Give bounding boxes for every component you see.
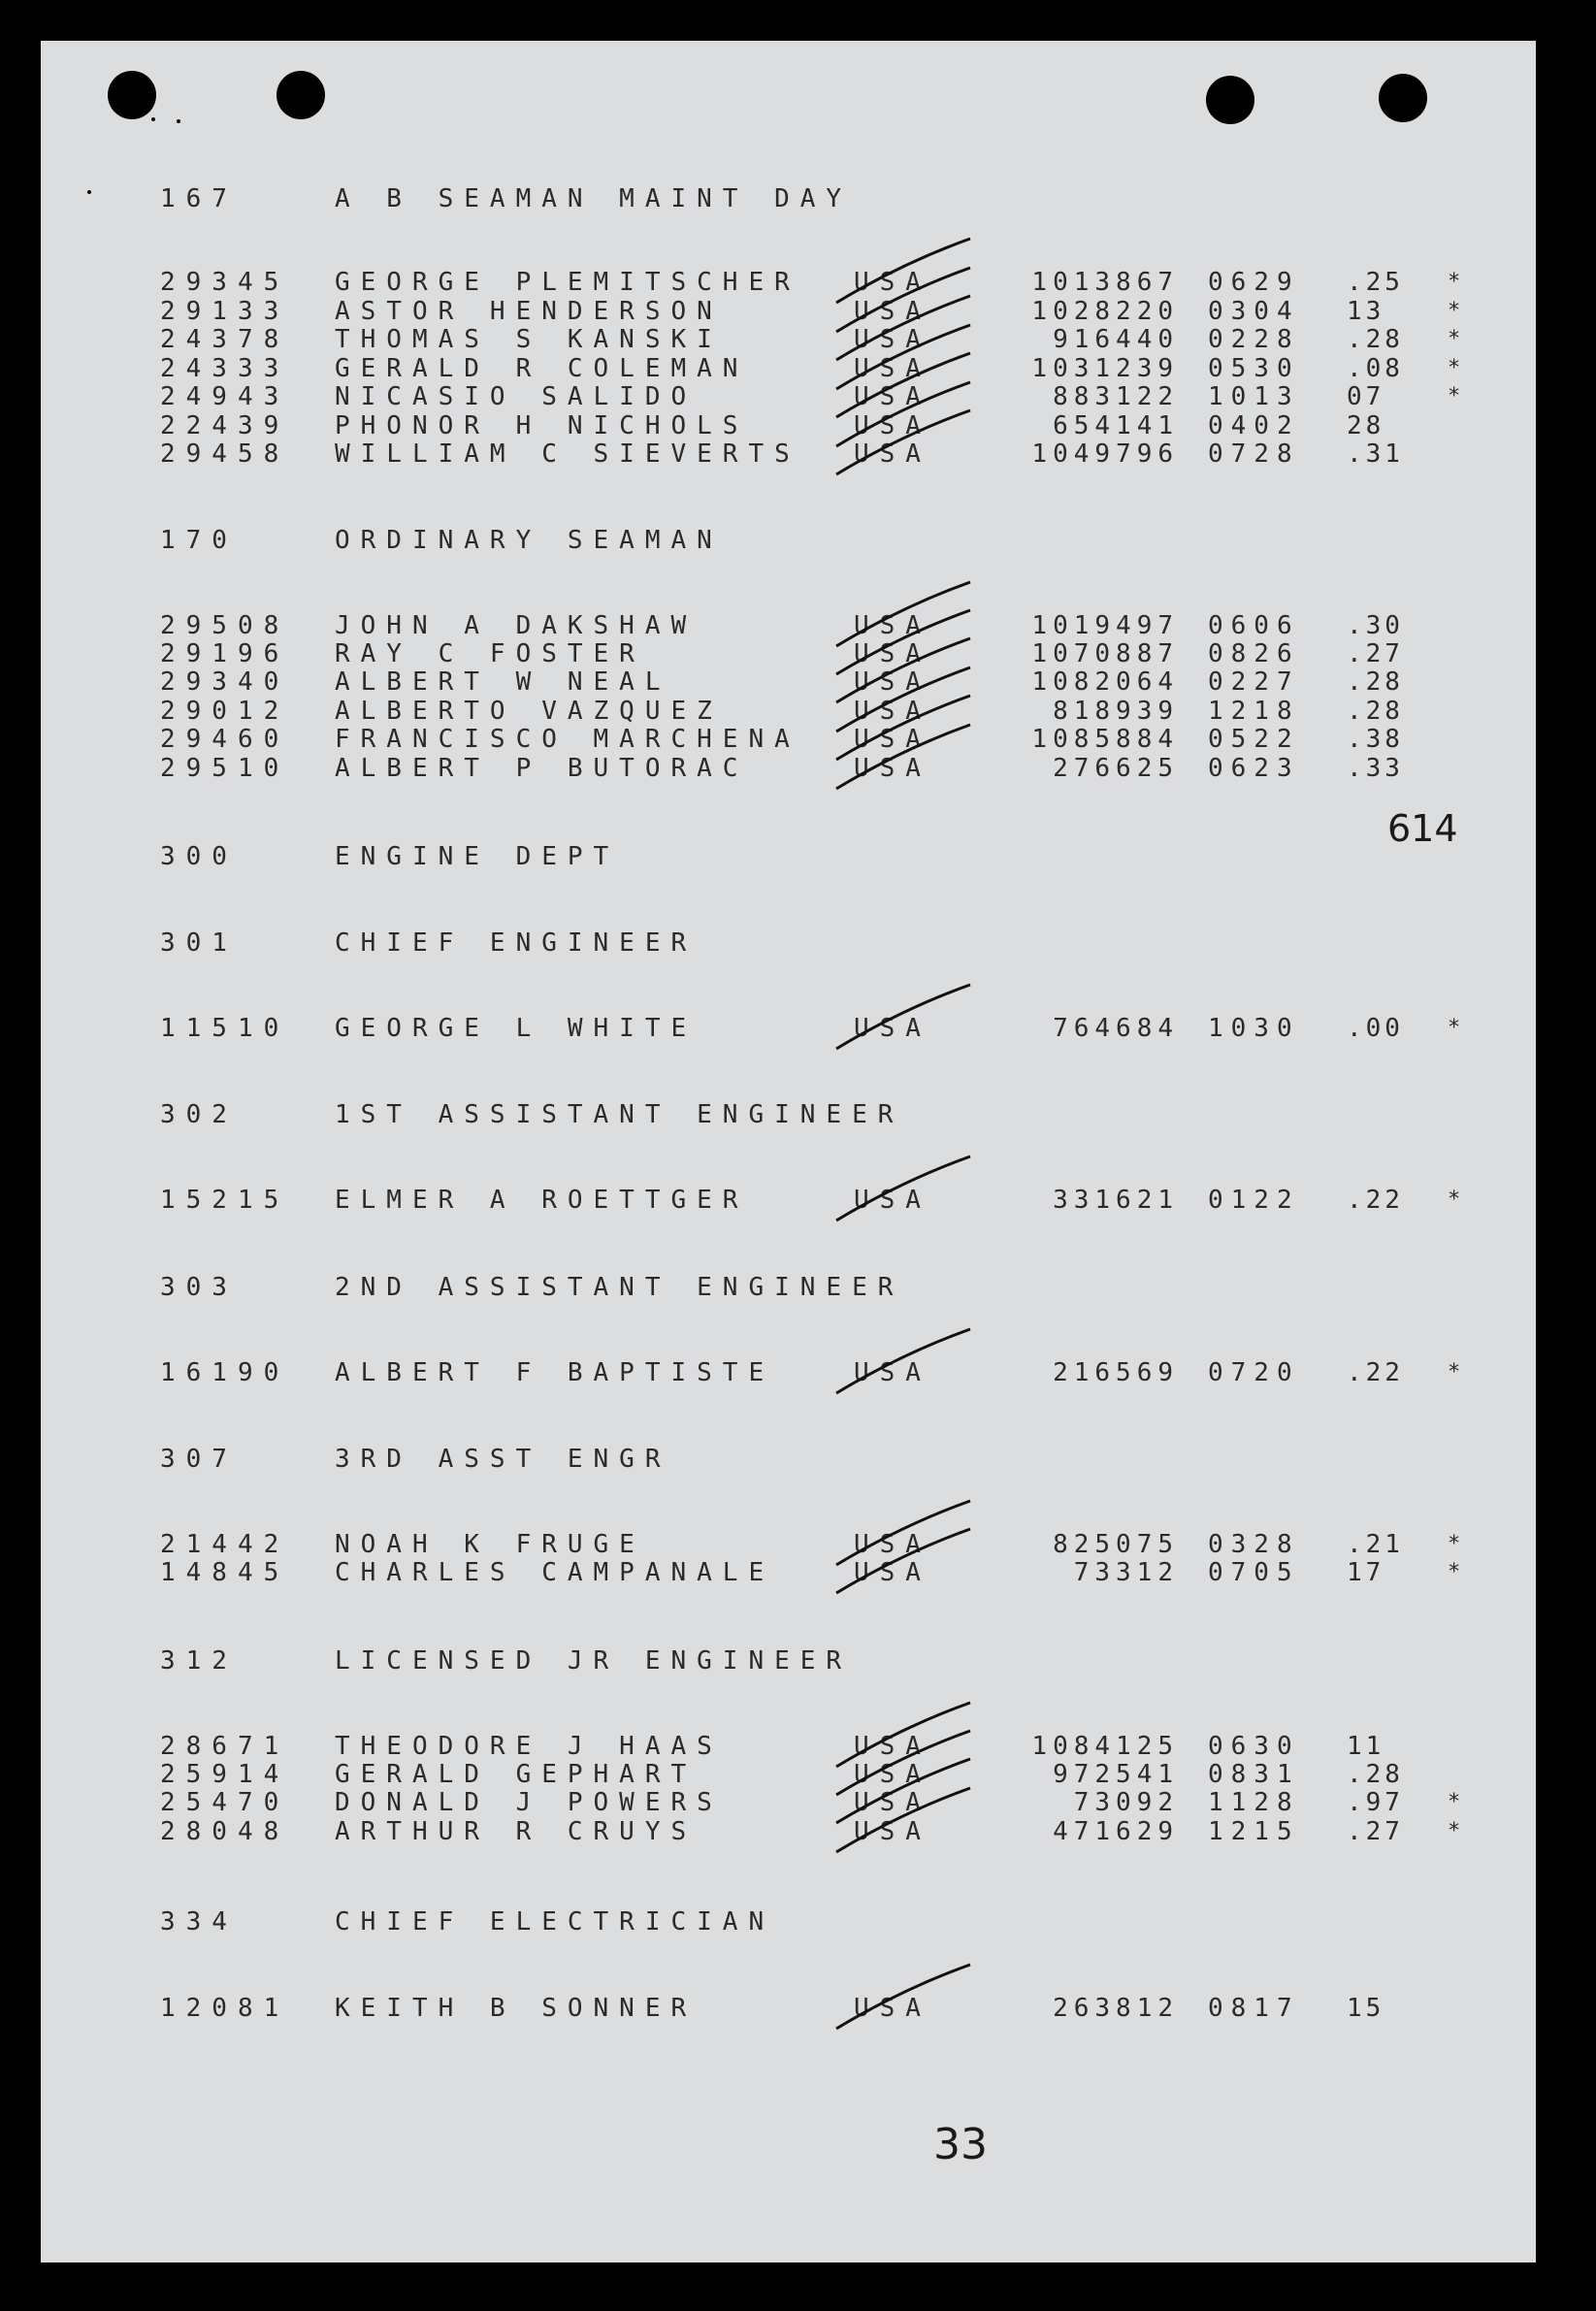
asterisk-mark: * bbox=[1448, 384, 1461, 408]
crew-row bbox=[0, 639, 1596, 668]
document-number: 1013867 bbox=[1031, 268, 1179, 297]
rate: .25 bbox=[1347, 268, 1404, 297]
crew-name: GERALD GEPHART bbox=[335, 1760, 698, 1789]
rate: .28 bbox=[1347, 667, 1404, 697]
document-number: 818939 bbox=[1053, 697, 1179, 726]
date-code: 0817 bbox=[1208, 1994, 1300, 2023]
crew-row bbox=[0, 1760, 1596, 1789]
date-code: 0720 bbox=[1208, 1358, 1300, 1387]
date-code: 1128 bbox=[1208, 1788, 1300, 1817]
rate: .27 bbox=[1347, 639, 1404, 668]
crew-name: WILLIAM C SIEVERTS bbox=[335, 439, 800, 469]
crew-name: THOMAS S KANSKI bbox=[335, 325, 723, 354]
section-header bbox=[0, 1100, 1596, 1129]
crew-row bbox=[0, 268, 1596, 297]
date-code: 0826 bbox=[1208, 639, 1300, 668]
crew-row bbox=[0, 1788, 1596, 1817]
date-code: 0530 bbox=[1208, 354, 1300, 383]
rate: .38 bbox=[1347, 725, 1404, 754]
crew-id: 28671 bbox=[160, 1732, 290, 1761]
crew-name: ELMER A ROETTGER bbox=[335, 1186, 749, 1215]
crew-name: NICASIO SALIDO bbox=[335, 382, 698, 411]
citizenship: USA bbox=[854, 1760, 931, 1789]
section-title: ORDINARY SEAMAN bbox=[335, 526, 723, 555]
crew-name: ALBERTO VAZQUEZ bbox=[335, 697, 723, 726]
asterisk-mark: * bbox=[1448, 1188, 1461, 1212]
rate: .31 bbox=[1347, 439, 1404, 469]
section-code: 301 bbox=[160, 928, 238, 958]
crew-row bbox=[0, 754, 1596, 783]
document-number: 972541 bbox=[1053, 1760, 1179, 1789]
crew-row bbox=[0, 1358, 1596, 1387]
date-code: 0630 bbox=[1208, 1732, 1300, 1761]
citizenship: USA bbox=[854, 1817, 931, 1846]
date-code: 0228 bbox=[1208, 325, 1300, 354]
document-number: 73312 bbox=[1073, 1558, 1179, 1587]
section-header bbox=[0, 1273, 1596, 1302]
asterisk-mark: * bbox=[1448, 356, 1461, 380]
crew-name: PHONOR H NICHOLS bbox=[335, 411, 749, 440]
crew-row bbox=[0, 411, 1596, 440]
crew-name: GERALD R COLEMAN bbox=[335, 354, 749, 383]
document-number: 825075 bbox=[1053, 1530, 1179, 1559]
citizenship: USA bbox=[854, 611, 931, 640]
date-code: 0705 bbox=[1208, 1558, 1300, 1587]
section-header bbox=[0, 928, 1596, 958]
citizenship: USA bbox=[854, 325, 931, 354]
rate: 13 bbox=[1347, 297, 1385, 326]
crew-id: 24333 bbox=[160, 354, 290, 383]
asterisk-mark: * bbox=[1448, 1790, 1461, 1814]
document-number: 1084125 bbox=[1031, 1732, 1179, 1761]
rate: .28 bbox=[1347, 1760, 1404, 1789]
crew-id: 29510 bbox=[160, 754, 290, 783]
date-code: 1218 bbox=[1208, 697, 1300, 726]
rate: 17 bbox=[1347, 1558, 1385, 1587]
crew-id: 28048 bbox=[160, 1817, 290, 1846]
document-number: 216569 bbox=[1053, 1358, 1179, 1387]
crew-row bbox=[0, 1186, 1596, 1215]
punch-hole bbox=[1206, 76, 1254, 124]
citizenship: USA bbox=[854, 754, 931, 783]
crew-row bbox=[0, 1732, 1596, 1761]
crew-name: CHARLES CAMPANALE bbox=[335, 1558, 775, 1587]
section-title: CHIEF ENGINEER bbox=[335, 928, 698, 958]
crew-id: 22439 bbox=[160, 411, 290, 440]
crew-id: 14845 bbox=[160, 1558, 290, 1587]
date-code: 0629 bbox=[1208, 268, 1300, 297]
punch-hole bbox=[1379, 74, 1427, 122]
date-code: 0728 bbox=[1208, 439, 1300, 469]
crew-id: 29133 bbox=[160, 297, 290, 326]
rate: 28 bbox=[1347, 411, 1385, 440]
citizenship: USA bbox=[854, 1358, 931, 1387]
citizenship: USA bbox=[854, 1186, 931, 1215]
crew-row bbox=[0, 297, 1596, 326]
section-header bbox=[0, 526, 1596, 555]
crew-name: ARTHUR R CRUYS bbox=[335, 1817, 698, 1846]
section-code: 302 bbox=[160, 1100, 238, 1129]
crew-id: 21442 bbox=[160, 1530, 290, 1559]
document-number: 1049796 bbox=[1031, 439, 1179, 469]
citizenship: USA bbox=[854, 1732, 931, 1761]
section-header bbox=[0, 184, 1596, 213]
crew-name: ALBERT P BUTORAC bbox=[335, 754, 749, 783]
crew-row bbox=[0, 1994, 1596, 2023]
citizenship: USA bbox=[854, 725, 931, 754]
crew-id: 16190 bbox=[160, 1358, 290, 1387]
crew-name: ALBERT W NEAL bbox=[335, 667, 671, 697]
date-code: 1215 bbox=[1208, 1817, 1300, 1846]
punch-hole bbox=[108, 71, 156, 119]
crew-row bbox=[0, 667, 1596, 697]
section-header bbox=[0, 1646, 1596, 1676]
section-title: A B SEAMAN MAINT DAY bbox=[335, 184, 853, 213]
citizenship: USA bbox=[854, 354, 931, 383]
crew-row bbox=[0, 1558, 1596, 1587]
crew-row bbox=[0, 1014, 1596, 1043]
asterisk-mark: * bbox=[1448, 299, 1461, 323]
document-number: 1070887 bbox=[1031, 639, 1179, 668]
asterisk-mark: * bbox=[1448, 270, 1461, 294]
crew-name: GEORGE PLEMITSCHER bbox=[335, 268, 800, 297]
asterisk-mark: * bbox=[1448, 1819, 1461, 1843]
rate: .97 bbox=[1347, 1788, 1404, 1817]
document-number: 1031239 bbox=[1031, 354, 1179, 383]
crew-id: 29196 bbox=[160, 639, 290, 668]
crew-row bbox=[0, 382, 1596, 411]
date-code: 0122 bbox=[1208, 1186, 1300, 1215]
citizenship: USA bbox=[854, 1788, 931, 1817]
date-code: 1030 bbox=[1208, 1014, 1300, 1043]
document-number: 764684 bbox=[1053, 1014, 1179, 1043]
section-code: 167 bbox=[160, 184, 238, 213]
crew-id: 24378 bbox=[160, 325, 290, 354]
date-code: 0304 bbox=[1208, 297, 1300, 326]
rate: .22 bbox=[1347, 1358, 1404, 1387]
crew-name: RAY C FOSTER bbox=[335, 639, 645, 668]
document-number: 916440 bbox=[1053, 325, 1179, 354]
rate: 11 bbox=[1347, 1732, 1385, 1761]
rate: .22 bbox=[1347, 1186, 1404, 1215]
punch-hole bbox=[277, 71, 325, 119]
crew-id: 25470 bbox=[160, 1788, 290, 1817]
crew-name: GEORGE L WHITE bbox=[335, 1014, 698, 1043]
citizenship: USA bbox=[854, 268, 931, 297]
document-number: 471629 bbox=[1053, 1817, 1179, 1846]
section-title: 1ST ASSISTANT ENGINEER bbox=[335, 1100, 904, 1129]
rate: .21 bbox=[1347, 1530, 1404, 1559]
asterisk-mark: * bbox=[1448, 1360, 1461, 1384]
rate: .28 bbox=[1347, 697, 1404, 726]
date-code: 0522 bbox=[1208, 725, 1300, 754]
rate: .27 bbox=[1347, 1817, 1404, 1846]
crew-name: NOAH K FRUGE bbox=[335, 1530, 645, 1559]
section-code: 303 bbox=[160, 1273, 238, 1302]
section-title: CHIEF ELECTRICIAN bbox=[335, 1907, 775, 1937]
section-code: 170 bbox=[160, 526, 238, 555]
asterisk-mark: * bbox=[1448, 1532, 1461, 1556]
document-number: 276625 bbox=[1053, 754, 1179, 783]
crew-id: 25914 bbox=[160, 1760, 290, 1789]
crew-row bbox=[0, 1817, 1596, 1846]
crew-row bbox=[0, 611, 1596, 640]
document-number: 73092 bbox=[1073, 1788, 1179, 1817]
document-number: 1019497 bbox=[1031, 611, 1179, 640]
rate: 07 bbox=[1347, 382, 1385, 411]
speck bbox=[151, 117, 155, 121]
rate: 15 bbox=[1347, 1994, 1385, 2023]
crew-row bbox=[0, 725, 1596, 754]
document-number: 1028220 bbox=[1031, 297, 1179, 326]
folio-number: 33 bbox=[933, 2120, 988, 2169]
citizenship: USA bbox=[854, 1994, 931, 2023]
crew-id: 29345 bbox=[160, 268, 290, 297]
crew-id: 15215 bbox=[160, 1186, 290, 1215]
document-number: 1085884 bbox=[1031, 725, 1179, 754]
rate: .28 bbox=[1347, 325, 1404, 354]
document-number: 654141 bbox=[1053, 411, 1179, 440]
citizenship: USA bbox=[854, 697, 931, 726]
section-title: ENGINE DEPT bbox=[335, 842, 620, 871]
section-header bbox=[0, 1445, 1596, 1474]
rate: .00 bbox=[1347, 1014, 1404, 1043]
section-header bbox=[0, 1907, 1596, 1937]
rate: .08 bbox=[1347, 354, 1404, 383]
crew-row bbox=[0, 354, 1596, 383]
asterisk-mark: * bbox=[1448, 1016, 1461, 1040]
crew-row bbox=[0, 439, 1596, 469]
date-code: 0328 bbox=[1208, 1530, 1300, 1559]
citizenship: USA bbox=[854, 1558, 931, 1587]
section-title: 3RD ASST ENGR bbox=[335, 1445, 671, 1474]
citizenship: USA bbox=[854, 1014, 931, 1043]
citizenship: USA bbox=[854, 667, 931, 697]
date-code: 0606 bbox=[1208, 611, 1300, 640]
citizenship: USA bbox=[854, 1530, 931, 1559]
crew-row bbox=[0, 697, 1596, 726]
section-code: 312 bbox=[160, 1646, 238, 1676]
date-code: 1013 bbox=[1208, 382, 1300, 411]
document-number: 263812 bbox=[1053, 1994, 1179, 2023]
section-header bbox=[0, 842, 1596, 871]
document-number: 883122 bbox=[1053, 382, 1179, 411]
crew-row bbox=[0, 325, 1596, 354]
crew-id: 29508 bbox=[160, 611, 290, 640]
crew-id: 11510 bbox=[160, 1014, 290, 1043]
crew-name: ALBERT F BAPTISTE bbox=[335, 1358, 775, 1387]
citizenship: USA bbox=[854, 297, 931, 326]
crew-id: 29012 bbox=[160, 697, 290, 726]
crew-id: 12081 bbox=[160, 1994, 290, 2023]
page-number-stamp: 614 bbox=[1387, 807, 1458, 850]
crew-id: 29460 bbox=[160, 725, 290, 754]
crew-name: JOHN A DAKSHAW bbox=[335, 611, 698, 640]
crew-row bbox=[0, 1530, 1596, 1559]
date-code: 0402 bbox=[1208, 411, 1300, 440]
asterisk-mark: * bbox=[1448, 327, 1461, 351]
section-code: 300 bbox=[160, 842, 238, 871]
date-code: 0831 bbox=[1208, 1760, 1300, 1789]
date-code: 0227 bbox=[1208, 667, 1300, 697]
document-number: 331621 bbox=[1053, 1186, 1179, 1215]
document-number: 1082064 bbox=[1031, 667, 1179, 697]
crew-name: THEODORE J HAAS bbox=[335, 1732, 723, 1761]
rate: .33 bbox=[1347, 754, 1404, 783]
asterisk-mark: * bbox=[1448, 1560, 1461, 1584]
speck bbox=[177, 119, 180, 123]
citizenship: USA bbox=[854, 439, 931, 469]
section-title: LICENSED JR ENGINEER bbox=[335, 1646, 853, 1676]
crew-name: FRANCISCO MARCHENA bbox=[335, 725, 800, 754]
rate: .30 bbox=[1347, 611, 1404, 640]
crew-name: DONALD J POWERS bbox=[335, 1788, 723, 1817]
crew-name: KEITH B SONNER bbox=[335, 1994, 698, 2023]
section-code: 307 bbox=[160, 1445, 238, 1474]
section-code: 334 bbox=[160, 1907, 238, 1937]
crew-id: 24943 bbox=[160, 382, 290, 411]
citizenship: USA bbox=[854, 382, 931, 411]
citizenship: USA bbox=[854, 639, 931, 668]
crew-id: 29458 bbox=[160, 439, 290, 469]
crew-name: ASTOR HENDERSON bbox=[335, 297, 723, 326]
citizenship: USA bbox=[854, 411, 931, 440]
date-code: 0623 bbox=[1208, 754, 1300, 783]
crew-id: 29340 bbox=[160, 667, 290, 697]
section-title: 2ND ASSISTANT ENGINEER bbox=[335, 1273, 904, 1302]
